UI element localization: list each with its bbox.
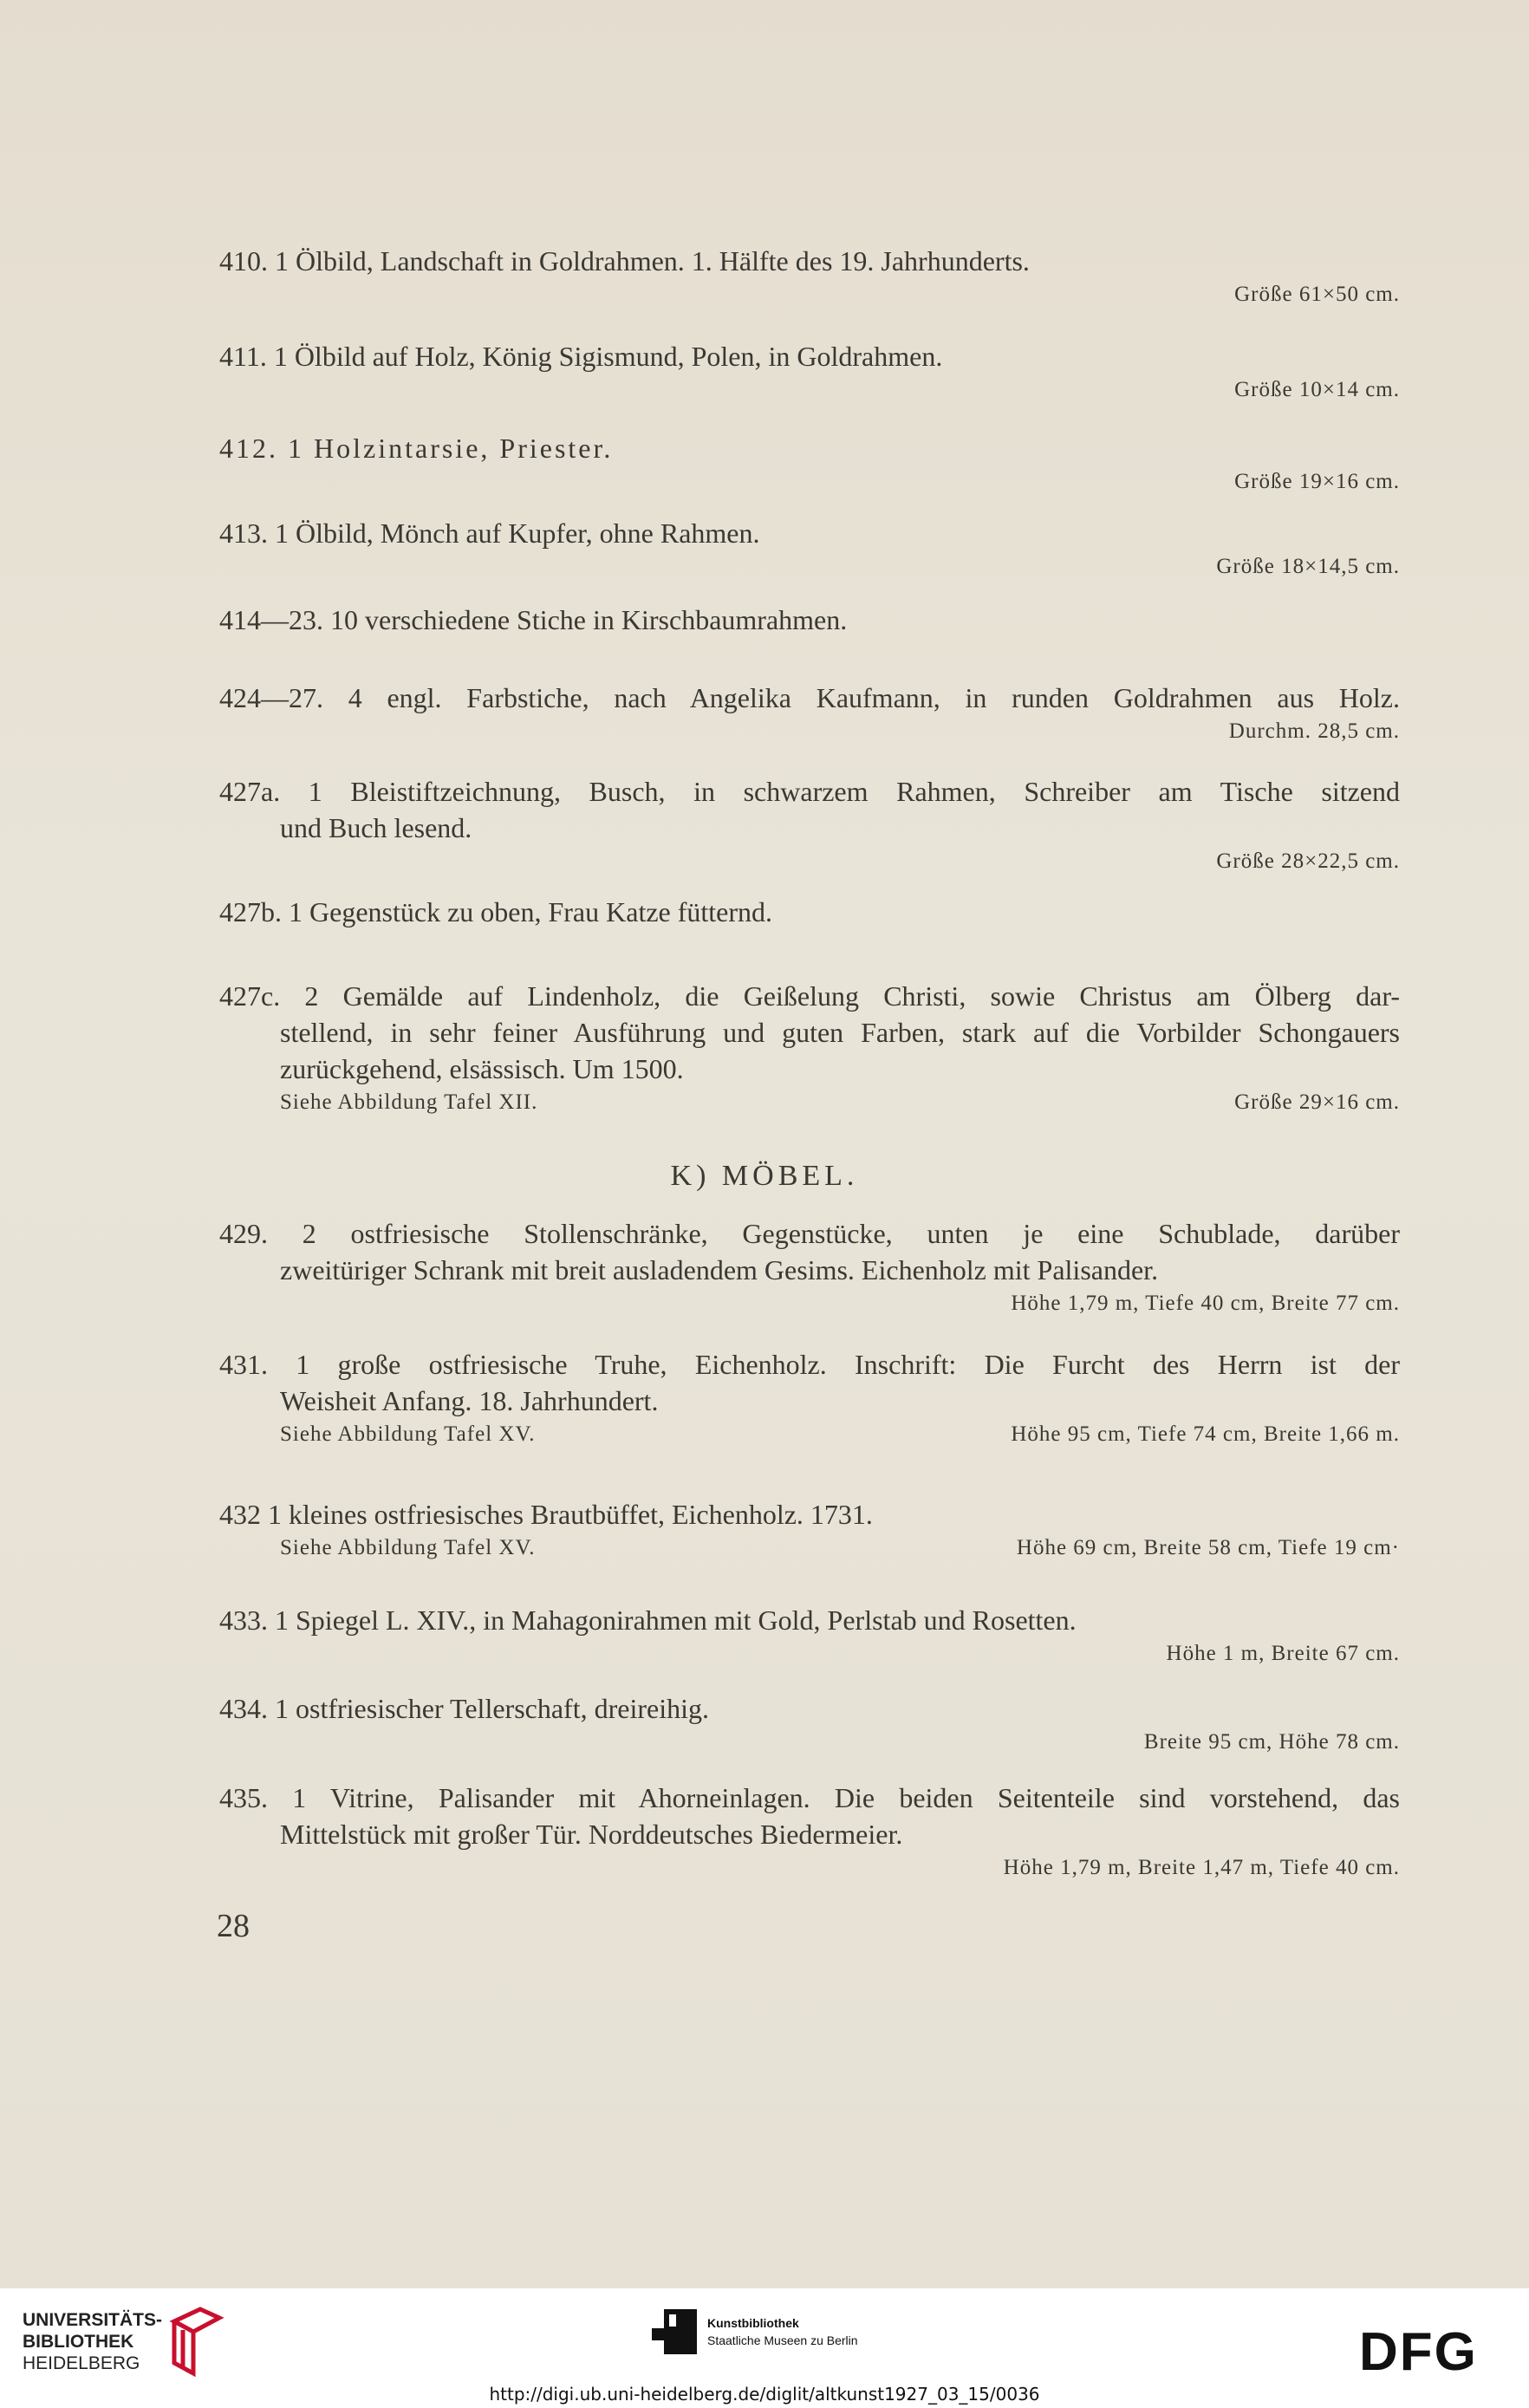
catalog-entry-427b xyxy=(219,894,1400,930)
entry-text: 427a. 1 Bleistiftzeichnung, Busch, in schwarzem Rahmen, Schreiber am Tische sitzend xyxy=(219,776,1400,807)
entry-text: 412. 1 Holzintarsie, Priester. xyxy=(219,433,614,464)
entry-text: 410. 1 Ölbild, Landschaft in Goldrahmen. 1. Hälfte des 19. Jahrhunderts. xyxy=(219,245,1030,277)
page-number: 28 xyxy=(217,1908,250,1944)
catalog-entry-435 xyxy=(219,1780,1400,1884)
entry-size: Durchm. 28,5 cm. xyxy=(1228,719,1400,743)
entry-text: 431. 1 große ostfriesische Truhe, Eichenholz. Inschrift: Die Furcht des Herrn ist der xyxy=(219,1349,1400,1380)
library-name-line1: UNIVERSITÄTS- xyxy=(23,2309,163,2330)
dfg-logo[interactable] xyxy=(1359,2327,1506,2375)
catalog-entry-424-27 xyxy=(219,680,1400,747)
entry-size: Höhe 95 cm, Tiefe 74 cm, Breite 1,66 m. xyxy=(1011,1422,1400,1446)
catalog-entry-413 xyxy=(219,515,1400,582)
entry-text: zweitüriger Schrank mit breit ausladendem Gesims. Eichenholz mit Palisander. xyxy=(280,1254,1159,1285)
entry-size: Größe 61×50 cm. xyxy=(1234,283,1400,306)
catalog-entry-427a xyxy=(219,773,1400,877)
entry-size: Höhe 1,79 m, Breite 1,47 m, Tiefe 40 cm. xyxy=(1003,1856,1400,1879)
entry-size: Größe 18×14,5 cm. xyxy=(1216,555,1400,578)
catalog-entry-412 xyxy=(219,430,1400,498)
catalog-entry-427c xyxy=(219,978,1400,1118)
entry-text: 427c. 2 Gemälde auf Lindenholz, die Geißelung Christi, sowie Christus am Ölberg dar- xyxy=(219,980,1400,1012)
catalog-entry-429 xyxy=(219,1215,1400,1319)
catalog-entry-432 xyxy=(219,1496,1400,1564)
source-url[interactable]: http://digi.ub.uni-heidelberg.de/diglit/altkunst1927_03_15/0036 xyxy=(489,2384,1040,2405)
entry-text: stellend, in sehr feiner Ausführung und guten Farben, stark auf die Vorbilder Schongauers xyxy=(280,1017,1400,1048)
catalog-entry-414-23 xyxy=(219,602,1400,638)
kunstbibliothek-subtitle: Staatliche Museen zu Berlin xyxy=(707,2333,858,2347)
entry-size: Höhe 1 m, Breite 67 cm. xyxy=(1166,1642,1400,1665)
entry-text: 411. 1 Ölbild auf Holz, König Sigismund, Polen, in Goldrahmen. xyxy=(219,341,943,372)
entry-text: 427b. 1 Gegenstück zu oben, Frau Katze fütternd. xyxy=(219,896,773,927)
entry-size: Breite 95 cm, Höhe 78 cm. xyxy=(1143,1730,1400,1754)
ub-book-icon xyxy=(169,2306,224,2377)
entry-text: zurückgehend, elsässisch. Um 1500. xyxy=(280,1053,684,1084)
catalog-entry-411 xyxy=(219,338,1400,406)
entry-text: und Buch lesend. xyxy=(280,812,472,843)
entry-size: Größe 19×16 cm. xyxy=(1234,470,1400,493)
entry-text: Mittelstück mit großer Tür. Norddeutsches Biedermeier. xyxy=(280,1819,903,1850)
entry-text: 424—27. 4 engl. Farbstiche, nach Angelika Kaufmann, in runden Goldrahmen aus Holz. xyxy=(219,682,1400,713)
kunstbibliothek-name: Kunstbibliothek xyxy=(707,2316,799,2330)
entry-reference: Siehe Abbildung Tafel XII. xyxy=(280,1090,538,1114)
entry-size: Größe 29×16 cm. xyxy=(1234,1090,1400,1114)
catalog-entry-434 xyxy=(219,1690,1400,1758)
entry-text: 413. 1 Ölbild, Mönch auf Kupfer, ohne Rahmen. xyxy=(219,517,760,549)
entry-reference: Siehe Abbildung Tafel XV. xyxy=(280,1422,536,1446)
entry-text: 429. 2 ostfriesische Stollenschränke, Gegenstücke, unten je eine Schublade, darüber xyxy=(219,1218,1400,1249)
kunstbibliothek-logo[interactable] xyxy=(652,2309,858,2354)
digitization-footer xyxy=(0,2288,1529,2408)
library-name-line2: BIBLIOTHEK xyxy=(23,2331,134,2352)
entry-size: Größe 28×22,5 cm. xyxy=(1216,849,1400,873)
entry-text: Weisheit Anfang. 18. Jahrhundert. xyxy=(280,1385,659,1416)
catalog-entry-433 xyxy=(219,1602,1400,1669)
kunstbibliothek-emblem-icon xyxy=(652,2309,697,2354)
entry-text: 432 1 kleines ostfriesisches Brautbüffet, Eichenholz. 1731. xyxy=(219,1499,873,1530)
catalog-entry-431 xyxy=(219,1346,1400,1450)
entry-text: 435. 1 Vitrine, Palisander mit Ahorneinlagen. Die beiden Seitenteile sind vorstehend, das xyxy=(219,1782,1400,1813)
entry-size: Größe 10×14 cm. xyxy=(1234,378,1400,401)
entry-text: 433. 1 Spiegel L. XIV., in Mahagonirahmen mit Gold, Perlstab und Rosetten. xyxy=(219,1604,1077,1636)
entry-text: 414—23. 10 verschiedene Stiche in Kirschbaumrahmen. xyxy=(219,604,848,635)
section-heading: K) MÖBEL. xyxy=(670,1160,859,1192)
library-name-line3: HEIDELBERG xyxy=(23,2353,140,2373)
entry-text: 434. 1 ostfriesischer Tellerschaft, dreireihig. xyxy=(219,1693,709,1724)
entry-size: Höhe 1,79 m, Tiefe 40 cm, Breite 77 cm. xyxy=(1011,1292,1400,1315)
entry-reference: Siehe Abbildung Tafel XV. xyxy=(280,1536,536,1559)
catalog-entry-410 xyxy=(219,243,1400,310)
university-library-logo[interactable] xyxy=(23,2306,224,2377)
dfg-logo-text: DFG xyxy=(1359,2327,1478,2375)
entry-size: Höhe 69 cm, Breite 58 cm, Tiefe 19 cm· xyxy=(1016,1536,1400,1559)
